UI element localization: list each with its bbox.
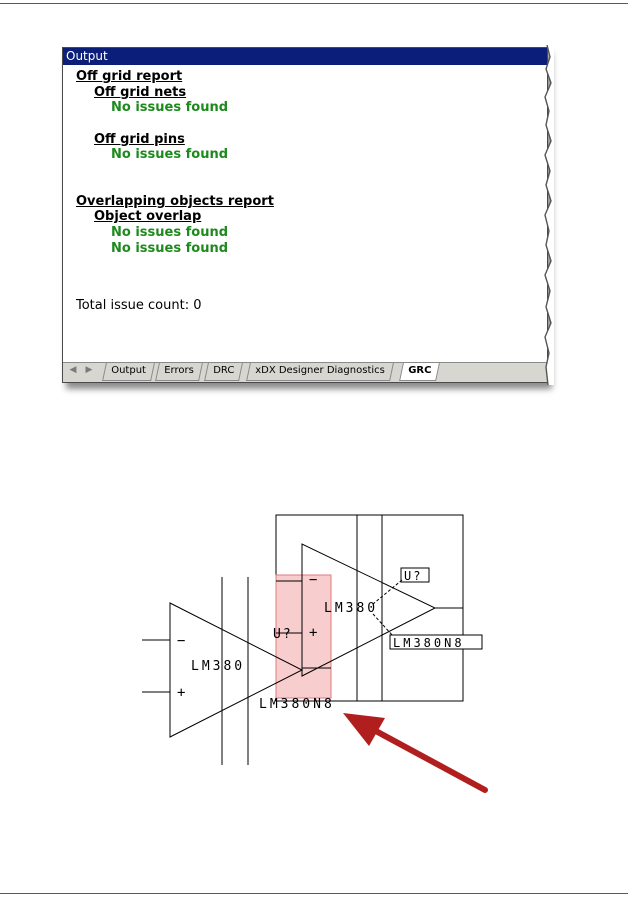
right-part-label: LM380: [324, 601, 379, 616]
top-rule: [0, 3, 628, 4]
tab-xdx-designer-diagnostics[interactable]: xDX Designer Diagnostics: [246, 363, 393, 381]
right-refdes: U?: [404, 569, 423, 583]
right-minus-sign: −: [309, 572, 318, 588]
pins-result: No issues found: [111, 147, 229, 162]
output-panel: [62, 47, 548, 383]
tab-output[interactable]: Output: [102, 363, 155, 381]
panel-body[interactable]: [63, 65, 547, 361]
pointer-arrow: [374, 730, 485, 790]
left-refdes: U?: [273, 627, 293, 642]
left-plus-sign: +: [177, 685, 186, 701]
overlap-result-1: No issues found: [111, 225, 229, 240]
tab-errors[interactable]: Errors: [155, 363, 202, 381]
left-part-label: LM380: [191, 659, 246, 674]
tab-bar: [63, 362, 547, 382]
panel-title: Output: [63, 48, 547, 65]
off-grid-report-heading: Off grid report: [76, 69, 183, 84]
overlap-report-heading: Overlapping objects report: [76, 194, 274, 209]
tab-grc[interactable]: GRC: [399, 363, 440, 381]
overlap-result-2: No issues found: [111, 241, 229, 256]
right-package-label: LM380N8: [393, 636, 465, 650]
object-overlap-heading: Object overlap: [94, 209, 202, 224]
left-package-label: LM380N8: [259, 697, 335, 712]
total-issue-count: Total issue count: 0: [76, 298, 202, 313]
left-minus-sign: −: [177, 633, 186, 649]
off-grid-nets-heading: Off grid nets: [94, 85, 187, 100]
nets-result: No issues found: [111, 100, 229, 115]
tab-drc[interactable]: DRC: [204, 363, 243, 381]
torn-edge-decoration: [540, 45, 554, 385]
right-arrow-icon[interactable]: ▶: [85, 365, 93, 375]
bottom-rule: [0, 893, 628, 894]
right-plus-sign: +: [309, 625, 318, 641]
schematic-diagram: [140, 510, 490, 800]
left-arrow-icon[interactable]: ◀: [69, 365, 77, 375]
off-grid-pins-heading: Off grid pins: [94, 132, 185, 147]
